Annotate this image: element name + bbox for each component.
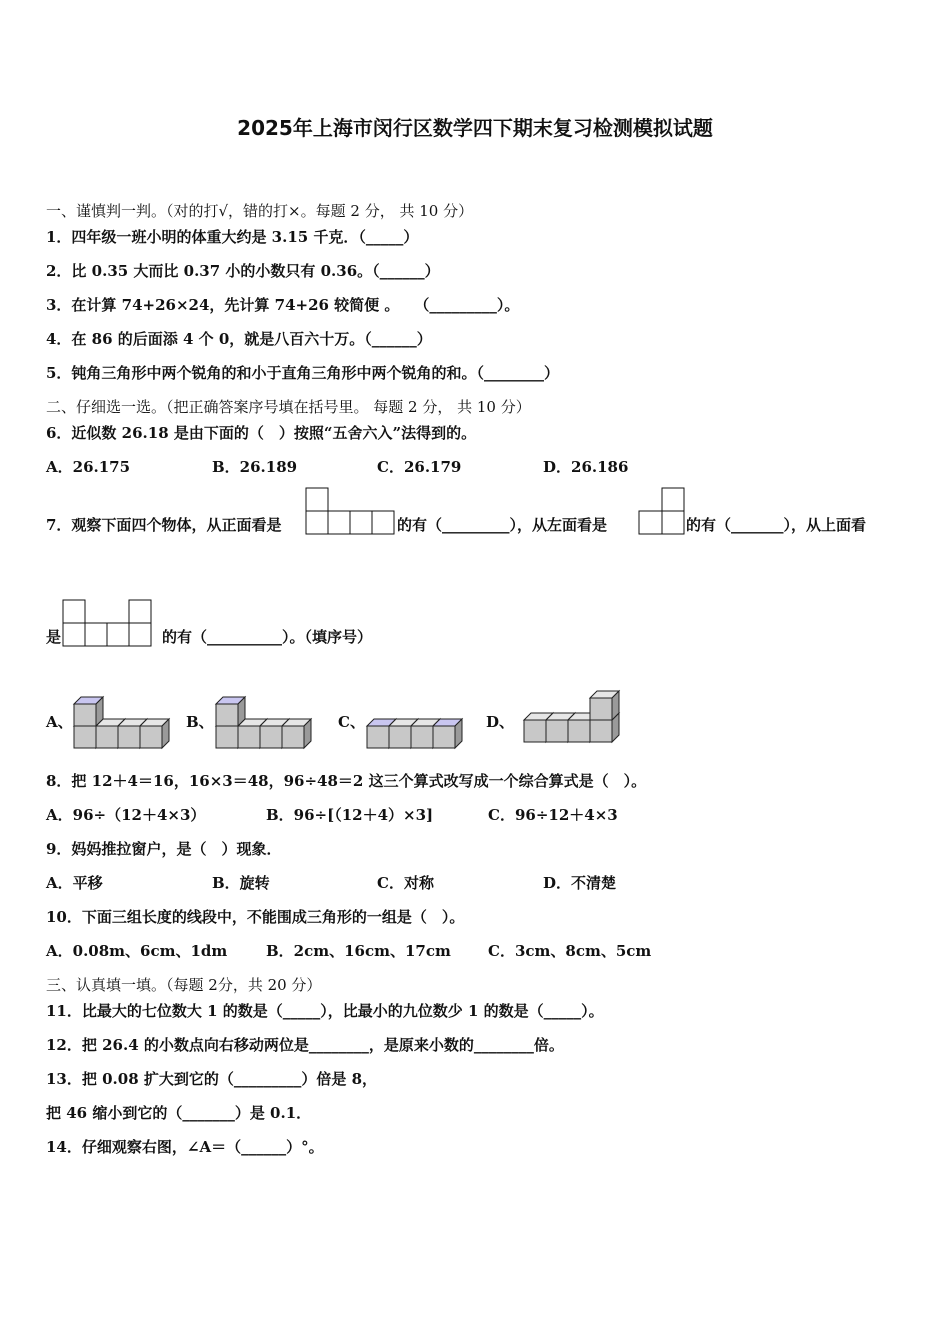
cube-front-face	[568, 720, 590, 742]
question-1: 1．四年级一班小明的体重大约是 3.15 千克．（_____）	[46, 228, 419, 246]
q10-option-b: B．2cm、16cm、17cm	[266, 942, 451, 960]
cube-front-face	[216, 704, 238, 726]
cube-front-face	[74, 726, 96, 748]
section-1-heading: 一、谨慎判一判。（对的打√，错的打×。每题 2 分， 共 10 分）	[46, 202, 474, 220]
left-view-figure	[638, 487, 686, 535]
section-3-heading: 三、认真填一填。（每题 2分，共 20 分）	[46, 976, 322, 994]
question-13-line-2: 把 46 缩小到它的（_______）是 0.1．	[46, 1104, 312, 1122]
q7-option-d-figure	[522, 688, 632, 746]
q8-option-a: A．96÷（12＋4×3）	[46, 806, 206, 824]
question-8: 8．把 12＋4＝16，16×3＝48，96÷48＝2 这三个算式改写成一个综合算式是（ ）。	[46, 772, 647, 790]
q8-option-b: B．96÷[（12＋4）×3]	[266, 806, 434, 824]
question-3: 3．在计算 74+26×24，先计算 74+26 较简便 。 （_________）。	[46, 296, 520, 314]
q7-option-d-label: D、	[486, 713, 515, 731]
question-7-part-b: 的有（_________），从左面看是	[397, 516, 608, 534]
question-11: 11．比最大的七位数大 1 的数是（_____），比最小的九位数少 1 的数是（_____）。	[46, 1002, 604, 1020]
q8-option-c: C．96÷12＋4×3	[488, 806, 618, 824]
cube-front-face	[282, 726, 304, 748]
cube-front-face	[433, 726, 455, 748]
q7-option-b-figure	[214, 694, 324, 750]
q7-option-c-figure	[365, 710, 475, 750]
question-2: 2．比 0.35 大而比 0.37 小的小数只有 0.36。（______）	[46, 262, 440, 280]
section-2-heading: 二、仔细选一选。（把正确答案序号填在括号里。 每题 2 分， 共 10 分）	[46, 398, 531, 416]
cube-front-face	[74, 704, 96, 726]
q6-option-c: C．26.179	[377, 458, 462, 476]
q9-option-c: C．对称	[377, 874, 434, 892]
cube-front-face	[216, 726, 238, 748]
cube-front-face	[260, 726, 282, 748]
q7-option-a-label: A、	[46, 713, 73, 731]
question-7-part-e: 的有（__________）。（填序号）	[162, 628, 373, 646]
top-view-figure	[62, 599, 154, 647]
q7-option-c-label: C、	[338, 713, 365, 731]
q9-option-d: D．不清楚	[543, 874, 617, 892]
question-10: 10．下面三组长度的线段中，不能围成三角形的一组是（ ）。	[46, 908, 465, 926]
cube-front-face	[546, 720, 568, 742]
q6-option-d: D．26.186	[543, 458, 629, 476]
question-6: 6．近似数 26.18 是由下面的（ ）按照“五舍六入”法得到的。	[46, 424, 477, 442]
question-5: 5．钝角三角形中两个锐角的和小于直角三角形中两个锐角的和。（________）	[46, 364, 559, 382]
cube-front-face	[118, 726, 140, 748]
cube-front-face	[411, 726, 433, 748]
front-view-figure	[305, 487, 397, 535]
question-4: 4．在 86 的后面添 4 个 0，就是八百六十万。（______）	[46, 330, 432, 348]
q9-option-a: A．平移	[46, 874, 103, 892]
question-12: 12．把 26.4 的小数点向右移动两位是________，是原来小数的________倍。	[46, 1036, 564, 1054]
question-14: 14．仔细观察右图，∠A＝（______）°。	[46, 1138, 324, 1156]
page-title: 2025年上海市闵行区数学四下期末复习检测模拟试题	[237, 116, 713, 140]
q6-option-a: A．26.175	[46, 458, 131, 476]
cube-front-face	[140, 726, 162, 748]
cube-front-face	[524, 720, 546, 742]
cube-front-face	[389, 726, 411, 748]
q7-option-a-figure	[72, 688, 182, 750]
q10-option-c: C．3cm、8cm、5cm	[488, 942, 652, 960]
q7-option-b-label: B、	[186, 713, 214, 731]
cube-front-face	[590, 720, 612, 742]
question-9: 9．妈妈推拉窗户，是（ ）现象．	[46, 840, 282, 858]
question-7-part-a: 7．观察下面四个物体，从正面看是	[46, 516, 282, 534]
q9-option-b: B．旋转	[212, 874, 270, 892]
question-7-part-d: 是	[46, 628, 62, 646]
q6-option-b: B．26.189	[212, 458, 298, 476]
question-13-line-1: 13．把 0.08 扩大到它的（_________）倍是 8，	[46, 1070, 378, 1088]
cube-front-face	[238, 726, 260, 748]
q10-option-a: A．0.08m、6cm、1dm	[46, 942, 228, 960]
cube-front-face	[367, 726, 389, 748]
cube-front-face	[96, 726, 118, 748]
cube-front-face	[590, 698, 612, 720]
question-7-part-c: 的有（_______），从上面看	[686, 516, 867, 534]
